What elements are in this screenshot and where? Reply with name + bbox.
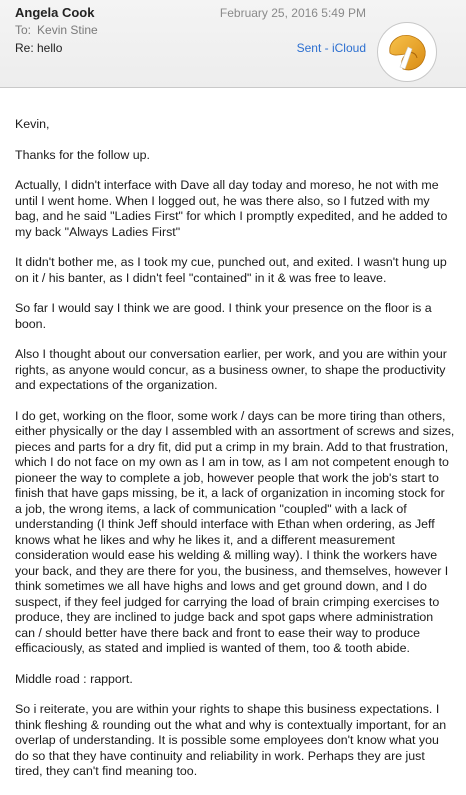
sender-name[interactable]: Angela Cook [15,5,95,20]
recipient-line [15,23,98,37]
message-header [0,0,466,88]
fortune-cookie-icon [378,23,436,81]
sent-date: February 25, 2016 5:49 PM [219,6,366,20]
body-paragraph: I do get, working on the floor, some work / days can be more tiring than others, either physically or the day I assembled with an assortment of screws and sizes, pieces and parts for a dry fit, did put a crimp in my brain. Add to that frustration, which I do not face on my own as I am in tow, as I am not competent enough to pioneer the way to complete a job, however people that work the job's start to finish that have gaps missing, be it, a lack of organization in incoming stock for a job, the wrong items, a lack of communication "coupled" with a lack of understanding (I think Jeff should interface with Ethan when ordering, as Jeff knows what he likes and why he likes it, and a different measurement consideration would ease his welding & milling way). I think the workers have your back, and they are there for you, the business, and themselves, however I think sometimes we all have highs and lows and get ground down, and I do suspect, if they feel judged for carrying the load of brain crimping exercises to produce, they are inclined to judge back and spot gaps where administration can / should better have there back and front to ease their way to produce efficaciously, as stated and implied is wanted of them, too & tooth abide. [15,408,455,655]
to-label: To: [15,23,32,37]
subject-line: Re: hello [15,41,63,55]
body-paragraph: Actually, I didn't interface with Dave all day today and moreso, he not with me until I went home. When I logged out, he was there also, so I futzed with my bag, and he said "Ladies First" for which I promptly expedited, and he added to my back "Always Ladies First" [15,178,448,239]
sender-avatar [377,22,437,82]
mailbox-link[interactable]: Sent - iCloud [296,41,366,55]
message-body [15,117,455,795]
body-paragraph: So far I would say I think we are good. I think your presence on the floor is a boon. [15,301,432,331]
recipient-name[interactable]: Kevin Stine [37,23,98,37]
body-paragraph: So i reiterate, you are within your rights to shape this business expectations. I think fleshing & rounding out the what and why is contextually important, for an overlap of understanding. It is possible some employees don't know what you do so that they have continuity and reliability in work. Perhaps they are just tired, they can't find meaning too. [15,702,447,778]
body-paragraph: Middle road : rapport. [15,671,133,686]
body-paragraph: Also I thought about our conversation earlier, per work, and you are within your rights, as anyone would concur, as a business owner, to shape the productivity and expectations of the organization. [15,347,447,392]
body-paragraph: It didn't bother me, as I took my cue, punched out, and exited. I wasn't hung up on it / his banter, as I didn't feel "contained" in it & was free to leave. [15,255,447,285]
body-paragraph: Thanks for the follow up. [15,147,150,162]
body-paragraph: Kevin, [15,117,50,131]
